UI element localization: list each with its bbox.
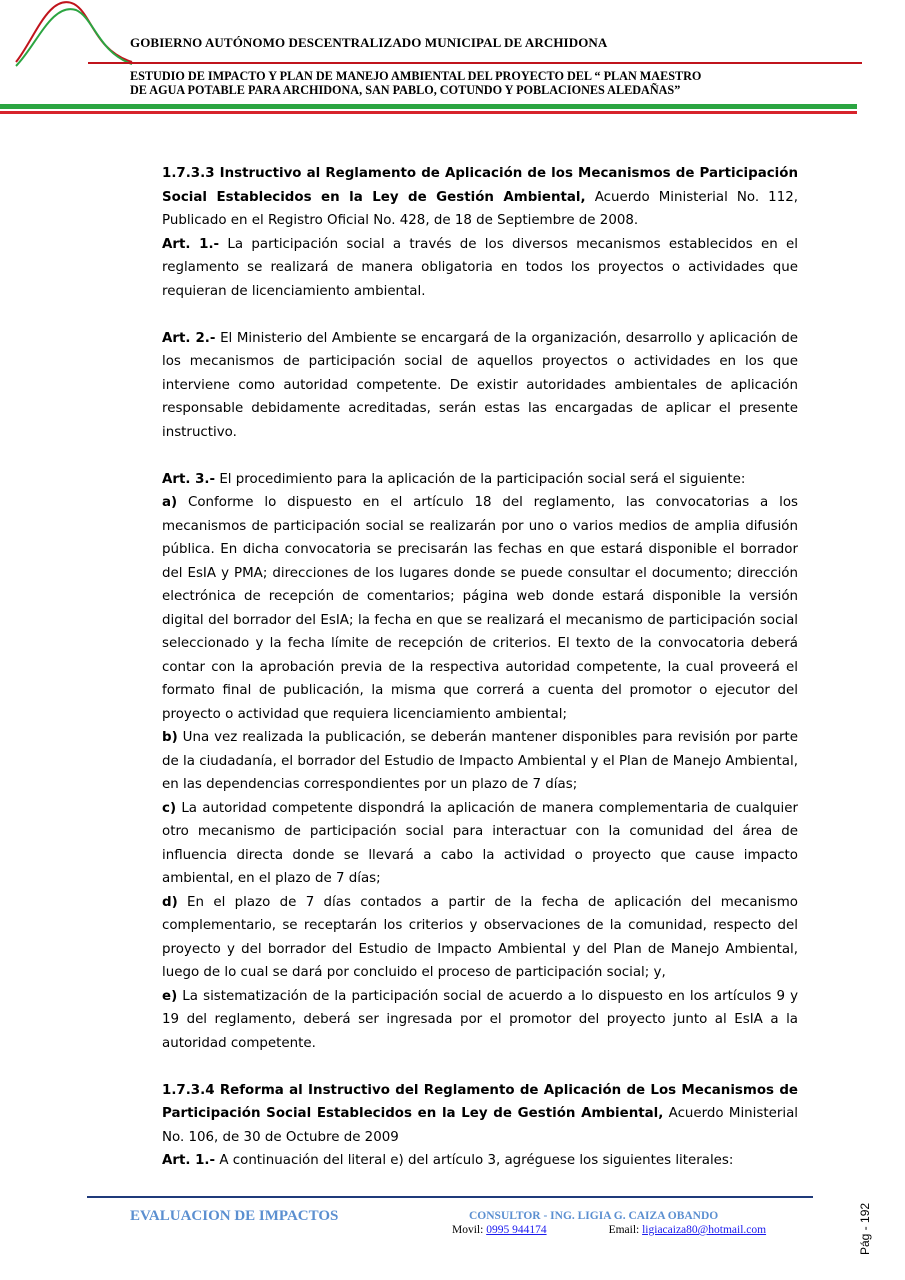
- article-text: El procedimiento para la aplicación de la participación social será el siguiente:: [215, 471, 746, 487]
- item-label: a): [162, 495, 178, 510]
- article-1-reform: [162, 1149, 798, 1173]
- footer-section-title: EVALUACION DE IMPACTOS: [130, 1208, 339, 1224]
- item-text: Una vez realizada la publicación, se deberán mantener disponibles para revisión por parte de la ciudadanía, el borrador del Estudio de Impacto Ambiental y el Plan de Manejo Ambiental, en las dependencias correspondientes por un plazo de 7 días;: [162, 730, 798, 792]
- article-2: [162, 327, 798, 445]
- header-divider: [88, 62, 862, 64]
- article-text: El Ministerio del Ambiente se encargará de la organización, desarrollo y aplicación de los mecanismos de participación social de aquellos proyectos o actividades en los que interviene como autoridad competente. De existir autoridades ambientales de aplicación responsable debidamente acreditadas, serán estas las encargadas de aplicar el presente instructivo.: [162, 330, 798, 440]
- email-label: Email:: [608, 1224, 643, 1236]
- item-label: c): [162, 800, 177, 816]
- paragraph-gap: [162, 303, 798, 327]
- list-item-c: [162, 797, 798, 891]
- item-text: En el plazo de 7 días contados a partir de la fecha de aplicación del mecanismo complementario, se receptarán los criterios y observaciones de la comunidad, respecto del proyecto y del borrador del Estudio de Impacto Ambiental y del Plan de Manejo Ambiental, luego de lo cual se dará por concluido el proceso de participación social; y,: [162, 894, 798, 980]
- footer-consultant: CONSULTOR - ING. LIGIA G. CAIZA OBANDO: [469, 1210, 719, 1222]
- item-label: e): [162, 988, 178, 1004]
- section-text: Acuerdo Ministerial No. 112, Publicado en el Registro Oficial No. 428, de 18 de Septiembre de 2008.: [162, 189, 798, 228]
- list-item-d: [162, 891, 798, 985]
- article-label: Art. 1.-: [162, 1153, 216, 1168]
- article-3: [162, 468, 798, 492]
- item-text: Conforme lo dispuesto en el artículo 18 del reglamento, las convocatorias a los mecanismos de participación social se realizarán por uno o varios medios de amplia difusión pública. En dicha convocatoria se precisarán las fechas en que estará disponible el borrador del EsIA y PMA; direcciones de los lugares donde se puede consultar el documento; dirección electrónica de recepción de comentarios; página web donde estará disponible la versión digital del borrador del EsIA; la fecha en que se realizará el mecanismo de participación social seleccionado y la fecha límite de recepción de criterios. El texto de la convocatoria deberá contar con la aprobación previa de la respectiva autoridad competente, la cual proveerá el formato final de publicación, la misma que correrá a cuenta del promotor o ejecutor del proyecto o actividad que requiera licenciamiento ambiental;: [162, 495, 798, 722]
- page-number: Pág - 192: [858, 1202, 872, 1255]
- movil-label: Movil:: [452, 1224, 487, 1236]
- movil-link[interactable]: 0995 944174: [486, 1224, 547, 1236]
- document-body: [162, 162, 798, 1173]
- item-label: b): [162, 730, 178, 745]
- paragraph-gap: [162, 444, 798, 468]
- list-item-b: [162, 726, 798, 797]
- footer-contact: [452, 1224, 766, 1236]
- article-label: Art. 3.-: [162, 471, 216, 487]
- article-text: A continuación del literal e) del artículo 3, agréguese los siguientes literales:: [215, 1153, 734, 1168]
- section-heading: 1.7.3.4 Reforma al Instructivo del Reglamento de Aplicación de Los Mecanismos de Participación Social Establecidos en la Ley de Gestión Ambiental,: [162, 1082, 798, 1121]
- list-item-a: [162, 491, 798, 726]
- item-text: La sistematización de la participación social de acuerdo a lo dispuesto en los artículos 9 y 19 del reglamento, deberá ser ingresada por el promotor del proyecto junto al EsIA a la autoridad competente.: [162, 988, 798, 1051]
- article-text: La participación social a través de los diversos mecanismos establecidos en el reglamento se realizará de manera obligatoria en todos los proyectos o actividades que requieran de licenciamiento ambiental.: [162, 236, 798, 299]
- list-item-e: [162, 985, 798, 1056]
- article-1: [162, 233, 798, 304]
- section-heading: 1.7.3.3 Instructivo al Reglamento de Aplicación de los Mecanismos de Participación Social Establecidos en la Ley de Gestión Ambiental,: [162, 166, 798, 205]
- header-green-band: [0, 104, 857, 109]
- project-title-line-2: DE AGUA POTABLE PARA ARCHIDONA, SAN PABLO, COTUNDO Y POBLACIONES ALEDAÑAS”: [130, 83, 681, 97]
- item-label: d): [162, 894, 178, 910]
- project-title: [130, 69, 830, 97]
- item-text: La autoridad competente dispondrá la aplicación de manera complementaria de cualquier otro mecanismo de participación social para interactuar con la comunidad del área de influencia directa donde se llevará a cabo la actividad o proyecto que cause impacto ambiental, en el plazo de 7 días;: [162, 800, 798, 886]
- section-text: Acuerdo Ministerial No. 106, de 30 de Octubre de 2009: [162, 1106, 799, 1145]
- footer-divider: [87, 1196, 813, 1198]
- email-link[interactable]: ligiacaiza80@hotmail.com: [642, 1224, 767, 1236]
- paragraph-gap: [162, 1055, 798, 1079]
- section-1-7-3-3: [162, 162, 798, 233]
- project-title-line-1: ESTUDIO DE IMPACTO Y PLAN DE MANEJO AMBIENTAL DEL PROYECTO DEL “ PLAN MAESTRO: [130, 69, 702, 83]
- header-red-band: [0, 111, 857, 114]
- section-1-7-3-4: [162, 1079, 798, 1150]
- article-label: Art. 1.-: [162, 236, 220, 252]
- organization-title: GOBIERNO AUTÓNOMO DESCENTRALIZADO MUNICIPAL DE ARCHIDONA: [130, 35, 608, 50]
- article-label: Art. 2.-: [162, 330, 216, 346]
